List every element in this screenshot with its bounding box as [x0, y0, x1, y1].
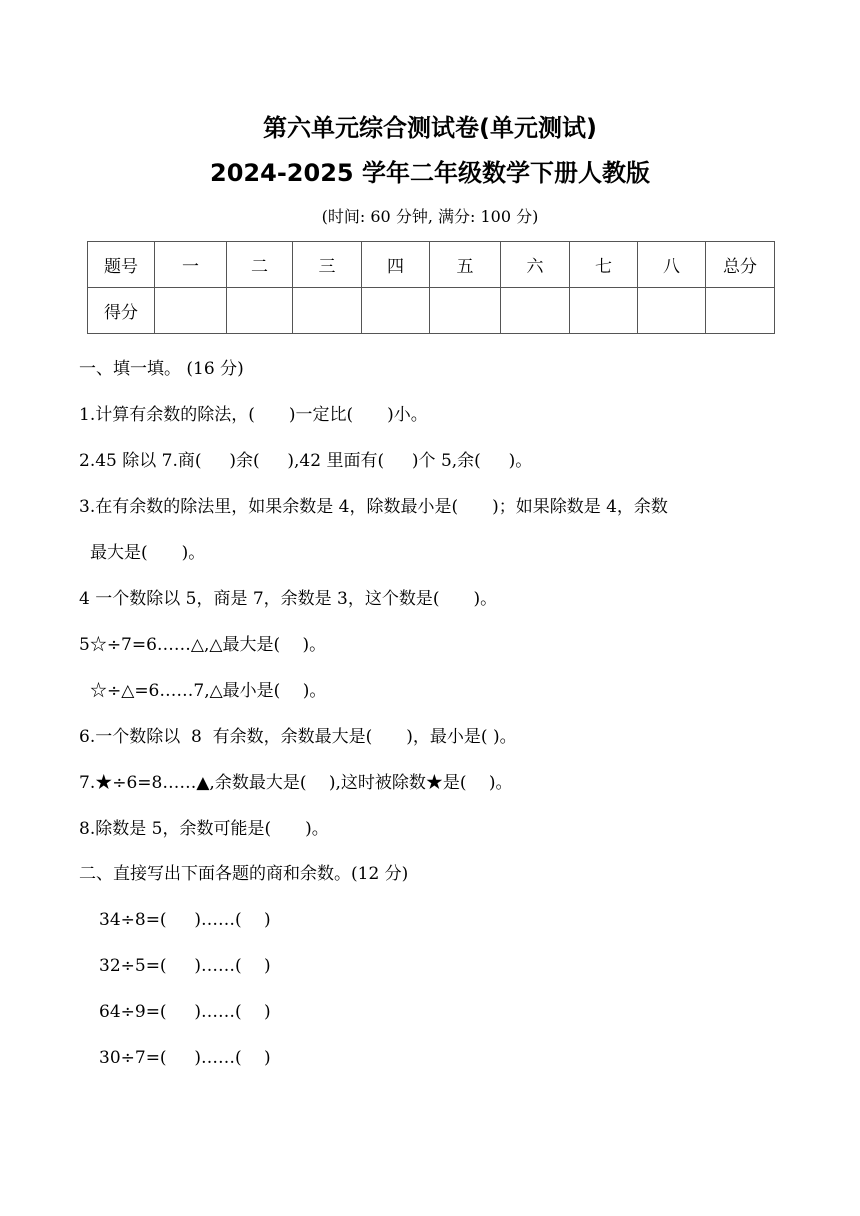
score-input-cell[interactable] [706, 288, 775, 334]
table-cell: 题号 [88, 242, 155, 288]
question-5: 5☆÷7=6……△,△最大是( )。 [79, 635, 327, 655]
score-input-cell[interactable] [155, 288, 227, 334]
question-3: 3.在有余数的除法里，如果余数是 4，除数最小是( )；如果除数是 4，余数 [79, 497, 668, 517]
score-input-cell[interactable] [501, 288, 570, 334]
score-input-cell[interactable] [227, 288, 293, 334]
table-cell: 六 [501, 242, 570, 288]
score-input-cell[interactable] [293, 288, 362, 334]
table-cell: 四 [362, 242, 430, 288]
question-3-continued: 最大是( )。 [90, 543, 206, 563]
score-input-cell[interactable] [638, 288, 706, 334]
score-input-cell[interactable] [430, 288, 501, 334]
question-4: 4 一个数除以 5，商是 7，余数是 3，这个数是( )。 [79, 589, 498, 609]
exam-time-info: (时间: 60 分钟, 满分: 100 分) [321, 207, 539, 226]
score-table-header-row [88, 242, 775, 288]
page-title: 第六单元综合测试卷(单元测试) [263, 114, 597, 142]
page-subtitle: 2024-2025 学年二年级数学下册人教版 [210, 159, 650, 187]
table-cell: 总分 [706, 242, 775, 288]
section-heading: 一、填一填。 (16 分) [79, 359, 244, 379]
calc-item: 32÷5=( )……( ) [99, 956, 271, 976]
calc-item: 64÷9=( )……( ) [99, 1002, 271, 1022]
score-table [87, 241, 775, 334]
question-8: 8.除数是 5，余数可能是( )。 [79, 819, 329, 839]
table-cell: 七 [570, 242, 638, 288]
table-cell: 三 [293, 242, 362, 288]
table-cell: 一 [155, 242, 227, 288]
question-2: 2.45 除以 7.商( )余( ),42 里面有( )个 5,余( )。 [79, 451, 533, 471]
section-heading: 二、直接写出下面各题的商和余数。(12 分) [79, 864, 409, 884]
calc-item: 34÷8=( )……( ) [99, 910, 271, 930]
question-5-continued: ☆÷△=6……7,△最小是( )。 [90, 681, 327, 701]
table-cell: 二 [227, 242, 293, 288]
score-input-cell[interactable] [362, 288, 430, 334]
table-cell: 八 [638, 242, 706, 288]
calc-item: 30÷7=( )……( ) [99, 1048, 271, 1068]
score-input-cell[interactable] [570, 288, 638, 334]
question-7: 7.★÷6=8……▲,余数最大是( ),这时被除数★是( )。 [79, 773, 513, 793]
table-cell: 得分 [88, 288, 155, 334]
question-1: 1.计算有余数的除法，( )一定比( )小。 [79, 405, 428, 425]
table-cell: 五 [430, 242, 501, 288]
question-6: 6.一个数除以 8 有余数，余数最大是( )，最小是( )。 [79, 727, 517, 747]
score-table-score-row [88, 288, 775, 334]
